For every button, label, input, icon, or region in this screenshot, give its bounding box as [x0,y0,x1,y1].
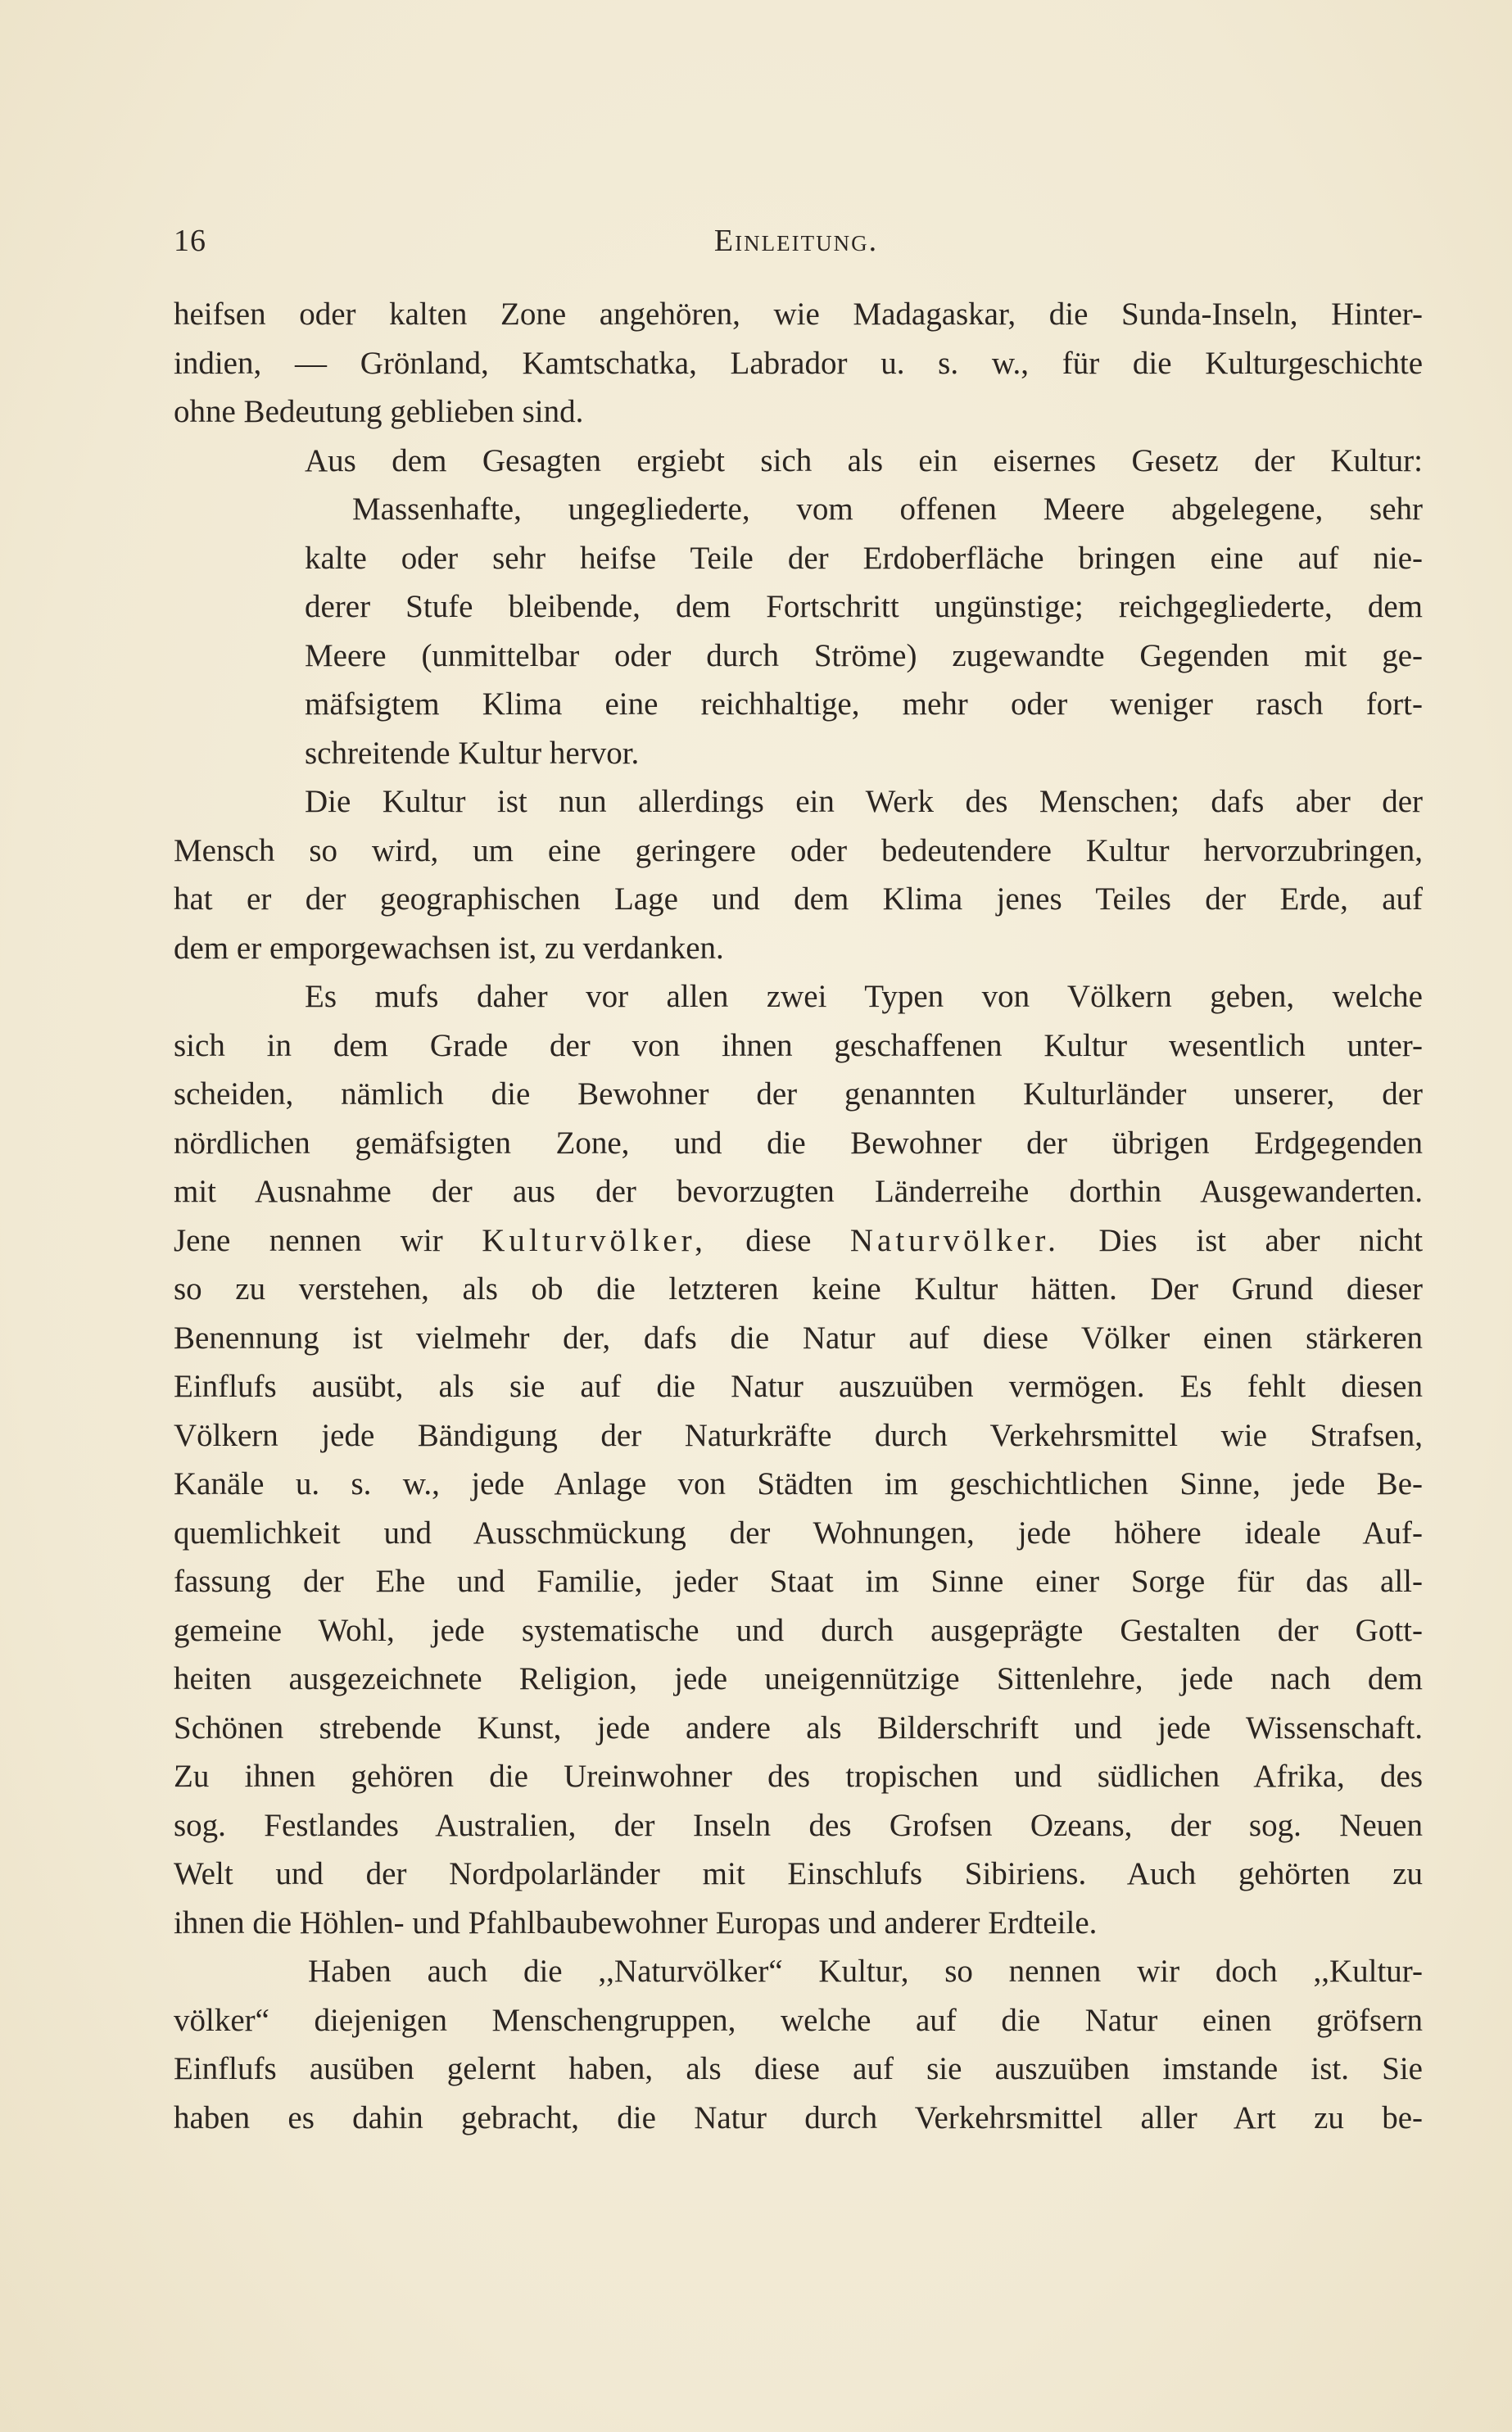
law-text-line: schreitende Kultur hervor. [305,735,640,771]
law-text-line: Meere (unmittelbar oder durch Ströme) zugewandte Gegenden mit ge- [305,637,1423,673]
law-text-line: mäfsigtem Klima eine reichhaltige, mehr oder weniger rasch fort- [305,686,1423,722]
body-text [174,290,1423,2142]
spaced-term-naturvoelker: Naturvölker. [849,1222,1060,1258]
text-line: Benennung ist vielmehr der, dafs die Natur auf diese Völker einen stärkeren [174,1320,1423,1356]
text-line: Zu ihnen gehören die Ureinwohner des tropischen und südlichen Afrika, des [174,1759,1423,1794]
text-line: Einflufs ausübt, als sie auf die Natur auszuüben vermögen. Es fehlt diesen [174,1369,1423,1404]
spaced-term-kulturvoelker: Kulturvölker, [482,1222,707,1258]
text-line: sog. Festlandes Australien, der Inseln des Grofsen Ozeans, der sog. Neuen [174,1807,1423,1843]
text-line: so zu verstehen, als ob die letzteren keine Kultur hätten. Der Grund dieser [174,1271,1423,1307]
text-line: sich in dem Grade der von ihnen geschaffenen Kultur wesentlich unter- [174,1027,1423,1063]
text-line: dem er emporgewachsen ist, zu verdanken. [174,930,724,966]
running-head [174,223,1419,280]
text-line: ihnen die Höhlen- und Pfahlbaubewohner Europas und anderer Erdteile. [174,1904,1098,1941]
text-line: Es mufs daher vor allen zwei Typen von Völkern geben, welche [305,979,1423,1014]
text-segment: Dies ist aber nicht [1098,1222,1423,1258]
text-line: mit Ausnahme der aus der bevorzugten Länderreihe dorthin Ausgewanderten. [174,1174,1423,1209]
page-number: 16 [174,224,206,258]
text-line: Einflufs ausüben gelernt haben, als diese auf sie auszuüben imstande ist. Sie [174,2051,1423,2086]
text-line: heifsen oder kalten Zone angehören, wie Madagaskar, die Sunda-Inseln, Hinter- [174,297,1423,332]
text-line: Aus dem Gesagten ergiebt sich als ein eisernes Gesetz der Kultur: [305,442,1423,478]
text-line: nördlichen gemäfsigten Zone, und die Bewohner der übrigen Erdgegenden [174,1125,1423,1161]
text-line: Die Kultur ist nun allerdings ein Werk des Menschen; dafs aber der [305,784,1423,819]
text-line: haben es dahin gebracht, die Natur durch Verkehrsmittel aller Art zu be- [174,2099,1423,2135]
text-line: Mensch so wird, um eine geringere oder bedeutendere Kultur hervorzubringen, [174,832,1423,868]
text-line: scheiden, nämlich die Bewohner der genannten Kulturländer unserer, der [174,1076,1423,1112]
text-line: ohne Bedeutung geblieben sind. [174,394,584,429]
text-line-with-spaced-terms [174,1216,1423,1266]
law-text-line: Massenhafte, ungegliederte, vom offenen Meere abgelegene, sehr [352,491,1423,527]
text-line: gemeine Wohl, jede systematische und durch ausgeprägte Gestalten der Gott- [174,1612,1423,1648]
text-segment: diese [745,1222,812,1258]
text-line: Schönen strebende Kunst, jede andere als Bilderschrift und jede Wissenschaft. [174,1710,1423,1746]
law-text-line: kalte oder sehr heifse Teile der Erdoberfläche bringen eine auf nie- [305,540,1423,576]
text-segment: Jene nennen wir [174,1222,443,1258]
text-line: quemlichkeit und Ausschmückung der Wohnungen, jede höhere ideale Auf- [174,1515,1423,1551]
text-line: fassung der Ehe und Familie, jeder Staat im Sinne einer Sorge für das all- [174,1564,1423,1599]
text-line: indien, — Grönland, Kamtschatka, Labrador u. s. w., für die Kulturgeschichte [174,345,1423,381]
text-line: heiten ausgezeichnete Religion, jede uneigennützige Sittenlehre, jede nach dem [174,1661,1423,1696]
law-text-line: derer Stufe bleibende, dem Fortschritt ungünstige; reichgegliederte, dem [305,589,1423,624]
text-line: Kanäle u. s. w., jede Anlage von Städten im geschichtlichen Sinne, jede Be- [174,1466,1423,1501]
text-line: Völkern jede Bändigung der Naturkräfte durch Verkehrsmittel wie Strafsen, [174,1417,1423,1453]
text-line: hat er der geographischen Lage und dem Klima jenes Teiles der Erde, auf [174,881,1423,917]
text-line: völker“ diejenigen Menschengruppen, welche auf die Natur einen gröfsern [174,2002,1423,2038]
running-title: Einleitung. [713,224,879,258]
text-line: Haben auch die ,,Naturvölker“ Kultur, so nennen wir doch ,,Kultur- [308,1954,1423,1989]
text-line: Welt und der Nordpolarländer mit Einschlufs Sibiriens. Auch gehörten zu [174,1856,1423,1891]
